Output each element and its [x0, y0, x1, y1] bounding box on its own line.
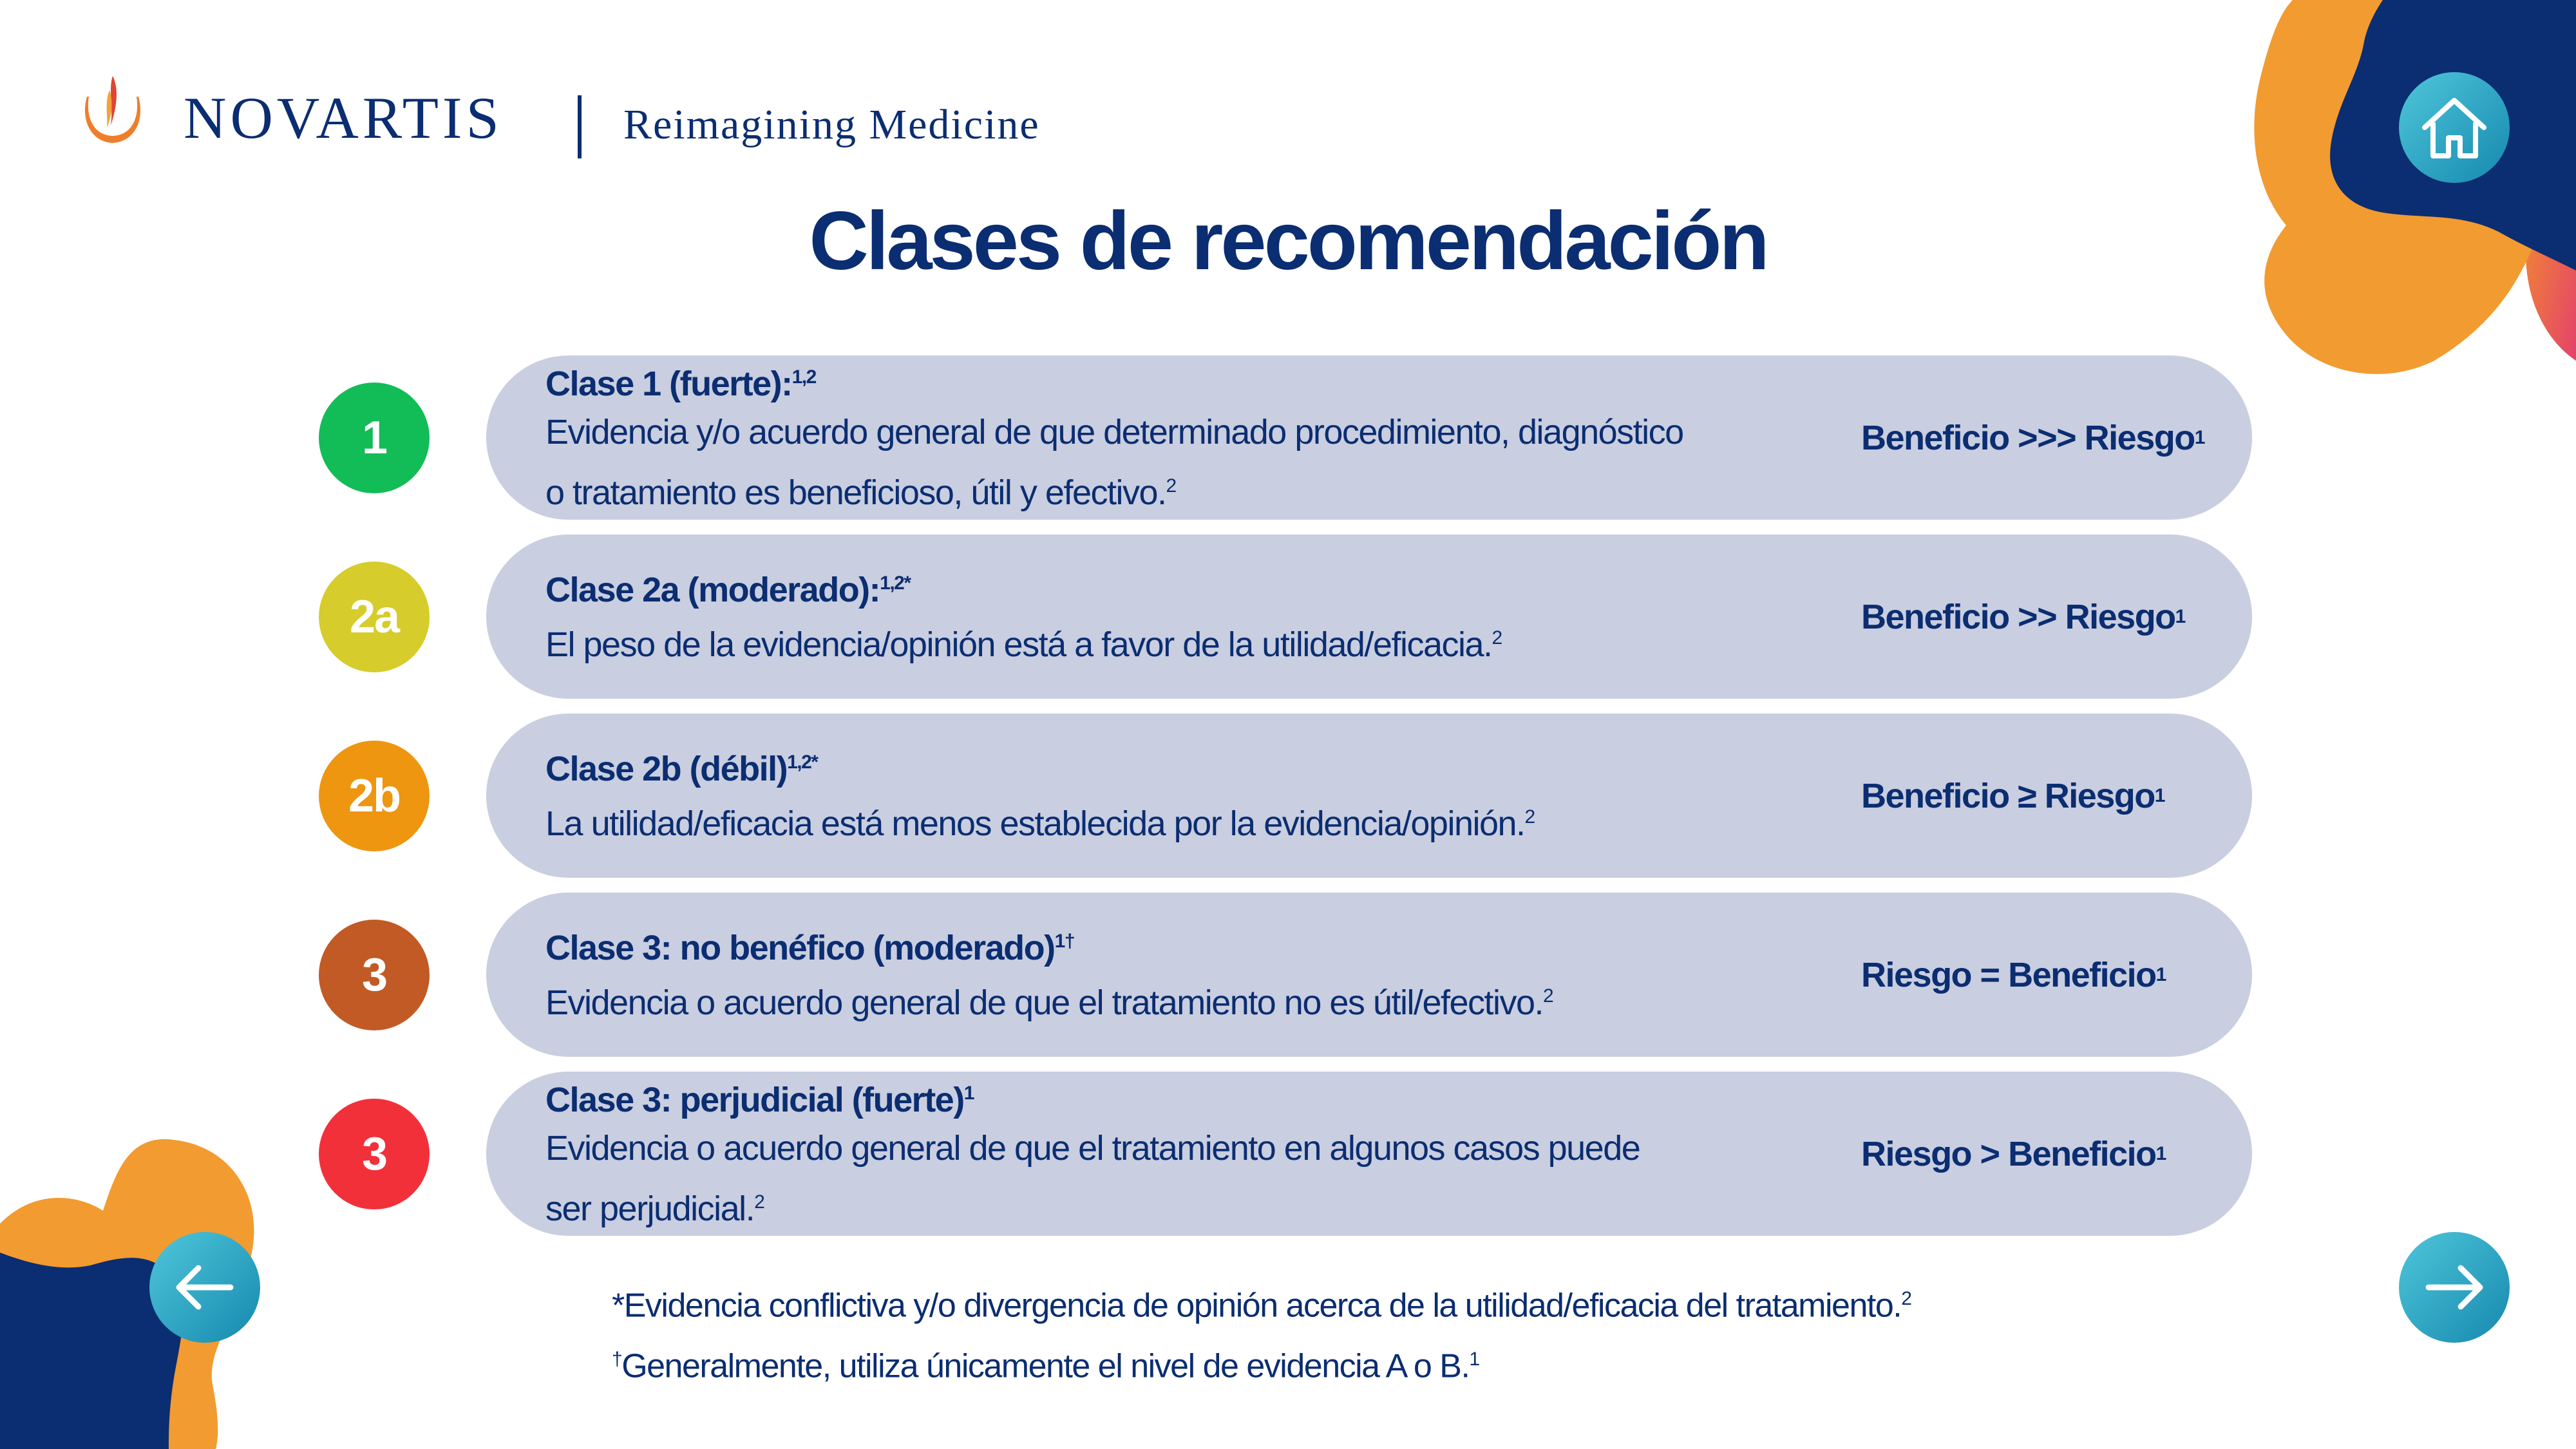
class-description: Evidencia o acuerdo general de que el tratamiento no es útil/efectivo.$^2$ — [545, 983, 1553, 1022]
class-badge: 3 — [319, 920, 430, 1030]
class-row — [0, 355, 2576, 520]
class-description: La utilidad/eficacia está menos establecida por la evidencia/opinión.$^2$ — [545, 804, 1535, 843]
benefit-risk-ratio: Beneficio >> Riesgo 1 — [1861, 597, 2185, 636]
class-row — [0, 714, 2576, 878]
class-heading: Clase 3: perjudicial (fuerte)$^1$ — [545, 1080, 974, 1119]
benefit-risk-ratio: Beneficio >>> Riesgo 1 — [1861, 418, 2204, 457]
footnote: †Generalmente, utiliza únicamente el nivel de evidencia A o B.$^1$ — [612, 1347, 1479, 1385]
class-heading: Clase 2a (moderado):$^{1,2*}$ — [545, 570, 911, 609]
page-title: Clases de recomendación — [809, 195, 1767, 287]
class-text — [545, 714, 1769, 878]
class-text — [545, 1072, 1769, 1236]
class-text — [545, 355, 1769, 520]
benefit-risk-ratio: Beneficio ≥ Riesgo 1 — [1861, 776, 2164, 815]
home-icon — [2416, 89, 2493, 166]
class-row — [0, 893, 2576, 1057]
class-badge: 3 — [319, 1099, 430, 1209]
class-badge: 2a — [319, 562, 430, 672]
class-row — [0, 1072, 2576, 1236]
logo-divider — [578, 95, 582, 158]
class-row — [0, 535, 2576, 699]
footnotes — [612, 1272, 1911, 1394]
previous-button[interactable] — [149, 1232, 260, 1343]
class-card — [486, 535, 2252, 699]
novartis-logo — [77, 71, 1108, 167]
brand-tagline: Reimagining Medicine — [623, 101, 1040, 148]
class-badge: 1 — [319, 383, 430, 493]
class-description: El peso de la evidencia/opinión está a favor de la utilidad/eficacia.$^2$ — [545, 625, 1502, 664]
class-card — [486, 355, 2252, 520]
brand-name: NOVARTIS — [184, 85, 503, 151]
benefit-risk-ratio: Riesgo = Beneficio 1 — [1861, 955, 2166, 994]
class-heading: Clase 3: no benéfico (moderado)$^{1\dagger}$ — [545, 928, 1075, 967]
class-text — [545, 535, 1769, 699]
novartis-flame-icon — [77, 71, 148, 155]
class-badge: 2b — [319, 741, 430, 851]
class-card — [486, 1072, 2252, 1236]
class-heading: Clase 2b (débil)$^{1,2*}$ — [545, 749, 818, 788]
next-button[interactable] — [2399, 1232, 2510, 1343]
benefit-risk-ratio: Riesgo > Beneficio 1 — [1861, 1134, 2166, 1173]
class-description: Evidencia o acuerdo general de que el tratamiento en algunos casos puede ser perjudicial.$^2$ — [545, 1128, 1640, 1228]
arrow-left-icon — [166, 1249, 243, 1326]
arrow-right-icon — [2416, 1249, 2493, 1326]
class-text — [545, 893, 1769, 1057]
class-heading: Clase 1 (fuerte):$^{1,2}$ — [545, 364, 816, 403]
home-button[interactable] — [2399, 72, 2510, 183]
class-card — [486, 893, 2252, 1057]
footnote: *Evidencia conflictiva y/o divergencia de opinión acerca de la utilidad/eficacia del tratamiento.$^2$ — [612, 1287, 1911, 1325]
class-description: Evidencia y/o acuerdo general de que determinado procedimiento, diagnóstico o tratamiento es beneficioso, útil y efectivo.$^2$ — [545, 412, 1683, 512]
class-card — [486, 714, 2252, 878]
